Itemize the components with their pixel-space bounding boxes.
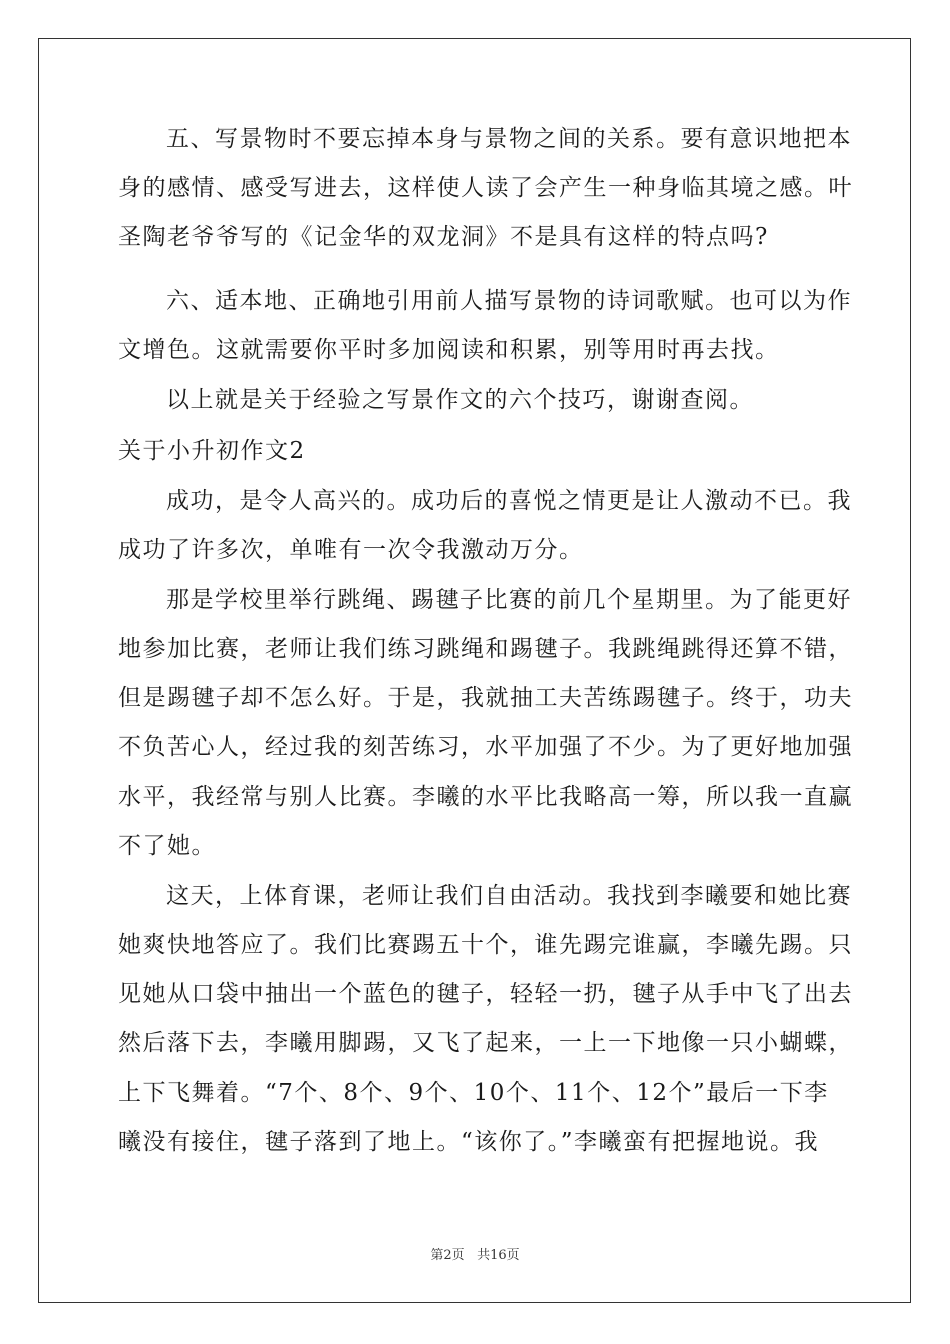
text-line: 她爽快地答应了。我们比赛踢五十个，谁先踢完谁赢，李曦先踢。只 — [118, 932, 853, 958]
text-line: 但是踢毽子却不怎么好。于是，我就抽工夫苦练踢毽子。终于，功夫 — [118, 685, 853, 711]
text-line: 这天，上体育课，老师让我们自由活动。我找到李曦要和她比赛 — [166, 883, 852, 909]
text-line: 那是学校里举行跳绳、踢毽子比赛的前几个星期里。为了能更好 — [166, 587, 852, 613]
text-line: 成功了许多次，单唯有一次令我激动万分。 — [118, 537, 584, 563]
page-number: 第2页 — [430, 1248, 465, 1263]
text-line: 文增色。这就需要你平时多加阅读和积累，别等用时再去找。 — [118, 337, 780, 363]
text-line: 曦没有接住，毽子落到了地上。“该你了。”李曦蛮有把握地说。我 — [118, 1129, 820, 1155]
page-total: 共16页 — [477, 1248, 520, 1263]
text-line: 身的感情、感受写进去，这样使人读了会产生一种身临其境之感。叶 — [118, 175, 853, 201]
text-line: 上下飞舞着。“7个、8个、9个、10个、11个、12个”最后一下李 — [118, 1080, 829, 1106]
text-line: 六、适本地、正确地引用前人描写景物的诗词歌赋。也可以为作 — [166, 288, 852, 314]
text-line: 见她从口袋中抽出一个蓝色的毽子，轻轻一扔，毽子从手中飞了出去 — [118, 981, 853, 1007]
text-line: 水平，我经常与别人比赛。李曦的水平比我略高一筹，所以我一直赢 — [118, 784, 853, 810]
section-heading: 关于小升初作文2 — [118, 438, 306, 464]
text-line: 以上就是关于经验之写景作文的六个技巧，谢谢查阅。 — [166, 387, 754, 413]
text-line: 不负苦心人，经过我的刻苦练习，水平加强了不少。为了更好地加强 — [118, 734, 853, 760]
text-line: 不了她。 — [118, 833, 216, 859]
text-line: 地参加比赛，老师让我们练习跳绳和踢毽子。我跳绳跳得还算不错， — [118, 636, 853, 662]
text-line: 然后落下去，李曦用脚踢，又飞了起来，一上一下地像一只小蝴蝶， — [118, 1030, 853, 1056]
text-line: 五、写景物时不要忘掉本身与景物之间的关系。要有意识地把本 — [166, 126, 852, 152]
page-footer — [0, 1248, 950, 1264]
text-line: 成功，是令人高兴的。成功后的喜悦之情更是让人激动不已。我 — [166, 488, 852, 514]
text-line: 圣陶老爷爷写的《记金华的双龙洞》不是具有这样的特点吗? — [118, 224, 769, 250]
